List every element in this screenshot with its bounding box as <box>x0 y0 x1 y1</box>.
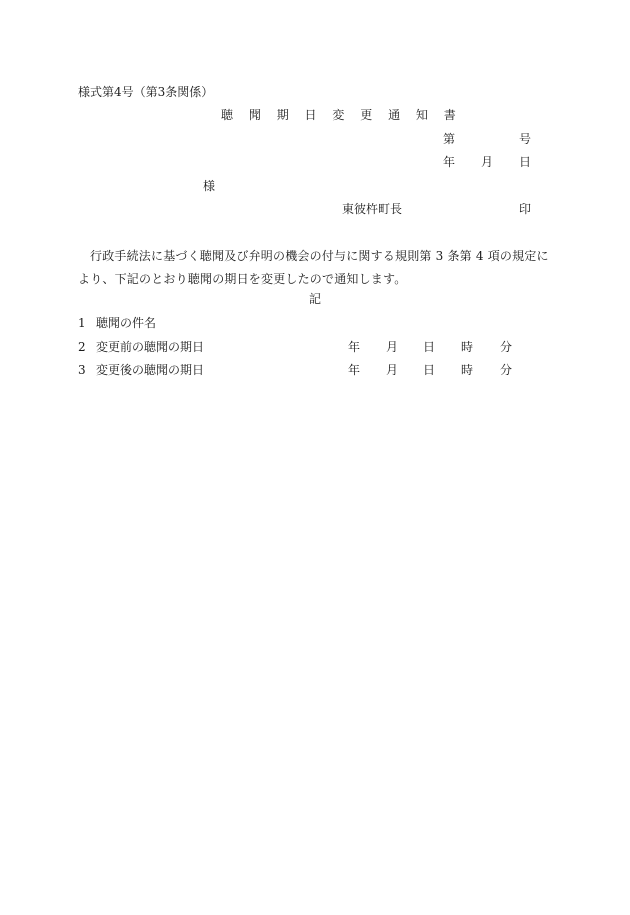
item-number: 1 <box>78 316 86 330</box>
after-date-day: 日 <box>423 363 436 377</box>
issue-date-day: 日 <box>519 155 532 169</box>
seal-mark: 印 <box>519 202 532 216</box>
notice-body: 行政手続法に基づく聴聞及び弁明の機会の付与に関する規則第 3 条第 4 項の規定により、下記のとおり聴聞の期日を変更したので通知します。 <box>78 249 549 286</box>
before-date-year: 年 <box>348 340 361 354</box>
item-label-after-date: 変更後の聴聞の期日 <box>96 363 205 377</box>
before-date-month: 月 <box>386 340 399 354</box>
addressee-honorific: 様 <box>203 179 216 193</box>
issue-date-year: 年 <box>443 155 456 169</box>
item-number: 3 <box>78 363 86 377</box>
document-title <box>221 109 467 121</box>
title-char: 書 <box>443 108 457 122</box>
after-date-year: 年 <box>348 363 361 377</box>
item-number: 2 <box>78 340 86 354</box>
title-char: 聞 <box>248 108 262 122</box>
title-char: 期 <box>276 108 290 122</box>
issue-date-month: 月 <box>481 155 494 169</box>
sender-name: 東彼杵町長 <box>342 202 403 216</box>
title-char: 更 <box>360 108 373 122</box>
ki-heading: 記 <box>309 292 322 306</box>
document-number-prefix: 第 <box>443 132 456 146</box>
before-date-minute: 分 <box>500 340 513 354</box>
form-number-label: 様式第4号（第3条関係） <box>78 85 214 99</box>
title-char: 日 <box>304 108 318 122</box>
after-date-month: 月 <box>386 363 399 377</box>
after-date-minute: 分 <box>500 363 513 377</box>
item-label-subject: 聴聞の件名 <box>96 316 157 330</box>
after-date-hour: 時 <box>461 363 474 377</box>
title-char: 聴 <box>221 108 234 122</box>
title-char: 知 <box>415 108 429 122</box>
item-label-before-date: 変更前の聴聞の期日 <box>96 340 205 354</box>
before-date-day: 日 <box>423 340 436 354</box>
title-char: 変 <box>332 108 345 122</box>
title-char: 通 <box>388 108 401 122</box>
before-date-hour: 時 <box>461 340 474 354</box>
document-number-suffix: 号 <box>519 132 532 146</box>
